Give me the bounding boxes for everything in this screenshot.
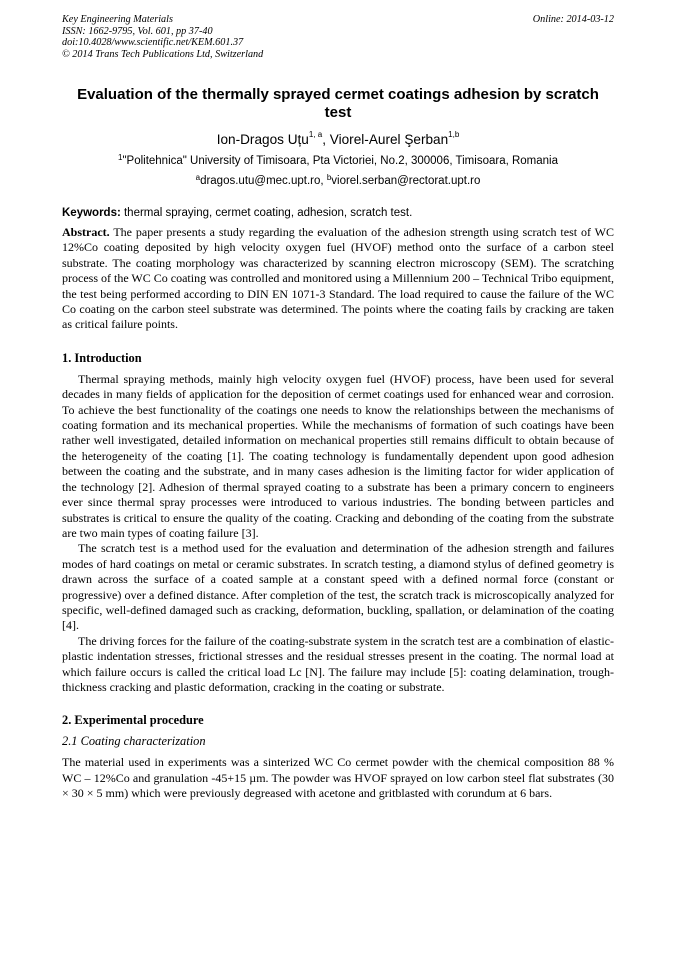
author-list bbox=[62, 132, 614, 147]
copyright-line: © 2014 Trans Tech Publications Ltd, Switzerland bbox=[62, 48, 264, 60]
intro-paragraph-3: The driving forces for the failure of the coating-substrate system in the scratch test are a combination of elastic-plastic indentation stresses, frictional stresses and the residual stresses present in the coating. The normal load at which failure occurs is called the critical load Lc [N]. The failure may include [5]: coating delamination, trough-thickness cracking and plastic deformation, cracking in the coating or substrate. bbox=[62, 633, 614, 694]
author-2: Viorel-Aurel Şerban bbox=[329, 132, 449, 147]
abstract-label: Abstract. bbox=[62, 225, 110, 239]
section-heading-introduction: 1. Introduction bbox=[62, 350, 142, 365]
affiliation-text: "Politehnica" University of Timisoara, Pta Victoriei, No.2, 300006, Timisoara, Romania bbox=[122, 155, 558, 167]
author-2-affil-mark: 1,b bbox=[448, 130, 460, 139]
subsection-heading-coating: 2.1 Coating characterization bbox=[62, 734, 206, 749]
author-1-affil-mark: 1, a bbox=[308, 130, 323, 139]
email-a[interactable]: dragos.utu@mec.upt.ro, bbox=[200, 175, 327, 187]
keywords-label: Keywords: bbox=[62, 207, 121, 219]
abstract bbox=[62, 225, 614, 333]
author-1: Ion-Dragos Uțu bbox=[216, 132, 309, 147]
journal-name: Key Engineering Materials bbox=[62, 14, 173, 25]
affiliation bbox=[62, 155, 614, 167]
author-emails bbox=[62, 175, 614, 187]
section-heading-experimental: 2. Experimental procedure bbox=[62, 713, 204, 728]
intro-paragraph-2: The scratch test is a method used for the evaluation and determination of the adhesion strength and failures modes of hard coatings on metal or ceramic substrates. In scratch testing, a diamond stylus of defined geometry is drawn across the surface of a coated sample at a constant speed with a defined normal force (constant or progressive) over a defined distance. After completion of the test, the scratch track is microscopically analyzed for specific, well-defined damaged such as cracking, deformation, buckling, spallation, or delamination of the coating [4]. bbox=[62, 541, 614, 633]
author-separator: , bbox=[322, 132, 330, 147]
intro-paragraph-1: Thermal spraying methods, mainly high velocity oxygen fuel (HVOF) process, have been used for several decades in many fields of application for the deposition of cermet coatings used for enhanced wear and corrosion. To achieve the best functionality of the coatings one needs to know the relationships between the mechanisms of coating formation and its mechanical properties. While the mechanisms of formation of such coatings have been rather well investigated, detailed information on mechanical properties still remains difficult to obtain because of the heterogeneity of the coating [1]. The coating technology is fundamentally dependent upon good adhesion between the coating and the substrate, and in many cases adhesion is the limiting factor for wider application of the technology [2]. Adhesion of thermal sprayed coating to a substrate has been a primary concern to engineers ever since thermal spray processes were introduced to various industries. The bonding between particles and substrates is critical to ensure the quality of the coating. Cracking and debonding of the coating from the substrate are two main types of coating failure [3]. bbox=[62, 371, 614, 540]
email-a-mark: a bbox=[195, 173, 201, 182]
affiliation-mark: 1 bbox=[117, 153, 123, 162]
keywords bbox=[62, 207, 614, 219]
publication-header bbox=[62, 14, 614, 60]
keywords-text: thermal spraying, cermet coating, adhesion, scratch test. bbox=[120, 207, 413, 219]
online-date: Online: 2014-03-12 bbox=[532, 14, 614, 25]
doi-line: doi:10.4028/www.scientific.net/KEM.601.37 bbox=[62, 37, 244, 48]
paper-title: Evaluation of the thermally sprayed cermet coatings adhesion by scratch test bbox=[77, 86, 599, 121]
paper-page bbox=[62, 14, 614, 802]
experimental-paragraph-1: The material used in experiments was a sinterized WC Co cermet powder with the chemical composition 88 % WC – 12%Co and granulation -45+15 µm. The powder was HVOF sprayed on low carbon steel flat substrates (30 × 30 × 5 mm) which were previously degreased with acetone and gritblasted with corundum at 6 bars. bbox=[62, 755, 614, 801]
issn-line: ISSN: 1662-9795, Vol. 601, pp 37-40 bbox=[62, 25, 213, 37]
email-b-mark: b bbox=[326, 173, 332, 182]
abstract-text: The paper presents a study regarding the evaluation of the adhesion strength using scratch test of WC 12%Co coating deposited by high velocity oxygen fuel (HVOF) method onto the surface of a carbon steel substrate. The coating morphology was characterized by scanning electron microscopy (SEM). The scratching process of the WC Co coating was controlled and monitored using a Millennium 200 – Technical Tribo equipment, the test being performed according to DIN EN 1071-3 Standard. The load required to cause the failure of the WC Co coating on the carbon steel substrate was determined. The points where the coating fails by cracking are taken as critical failure points. bbox=[62, 225, 614, 332]
email-b[interactable]: viorel.serban@rectorat.upt.ro bbox=[331, 175, 481, 187]
